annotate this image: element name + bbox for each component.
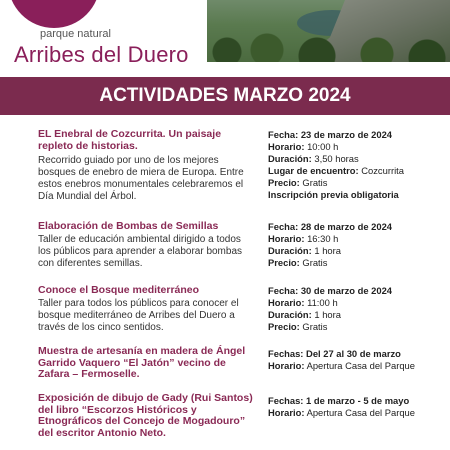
activity-1-info: Fecha: 23 de marzo de 2024 Horario: 10:00 h Duración: 3,50 horas Lugar de encuentro: Cozcurrita Precio: Gratis Inscripción previa obligatoria bbox=[268, 129, 404, 200]
activity-3-info: Fecha: 30 de marzo de 2024 Horario: 11:00 h Duración: 1 hora Precio: Gratis bbox=[268, 285, 393, 332]
logo-emblem bbox=[8, 0, 100, 28]
activity-5-title: Exposición de dibujo de Gady (Rui Santos) del libro “Escorzos Históricos y Etnográficos del Concejo de Mogadouro” del escritor Antonio Neto. bbox=[38, 392, 253, 439]
activity-3-description: Taller para todos los públicos para conocer el bosque mediterráneo de Arribes del Duero a través de los cinco sentidos. bbox=[38, 298, 239, 333]
logo-title: Arribes del Duero bbox=[14, 42, 189, 67]
page-title: ACTIVIDADES MARZO 2024 bbox=[0, 77, 450, 115]
activity-4-info: Fechas: Del 27 al 30 de marzo Horario: Apertura Casa del Parque bbox=[268, 348, 415, 371]
activity-1-description: Recorrido guiado por uno de los mejores bosques de enebro de miera de Europa. Entre estos enebros monumentales celebraremos el Día Mundial del Árbol. bbox=[38, 155, 244, 202]
activity-2-title: Elaboración de Bombas de Semillas bbox=[38, 220, 219, 232]
activity-1-title: EL Enebral de Cozcurrita. Un paisaje repleto de historias. bbox=[38, 128, 222, 152]
activity-2-description: Taller de educación ambiental dirigido a todos los públicos para aprender a elaborar bombas con diferentes semillas. bbox=[38, 234, 243, 269]
activity-3-title: Conoce el Bosque mediterráneo bbox=[38, 284, 200, 296]
activity-2-info: Fecha: 28 de marzo de 2024 Horario: 16:30 h Duración: 1 hora Precio: Gratis bbox=[268, 221, 393, 268]
logo-subtitle: parque natural bbox=[40, 28, 111, 40]
activity-5-info: Fechas: 1 de marzo - 5 de mayo Horario: Apertura Casa del Parque bbox=[268, 395, 415, 418]
landscape-photo bbox=[207, 0, 450, 62]
activity-4-title: Muestra de artesanía en madera de Ángel Garrido Vaquero “El Jatón” vecino de Zafara – Fermoselle. bbox=[38, 345, 246, 380]
